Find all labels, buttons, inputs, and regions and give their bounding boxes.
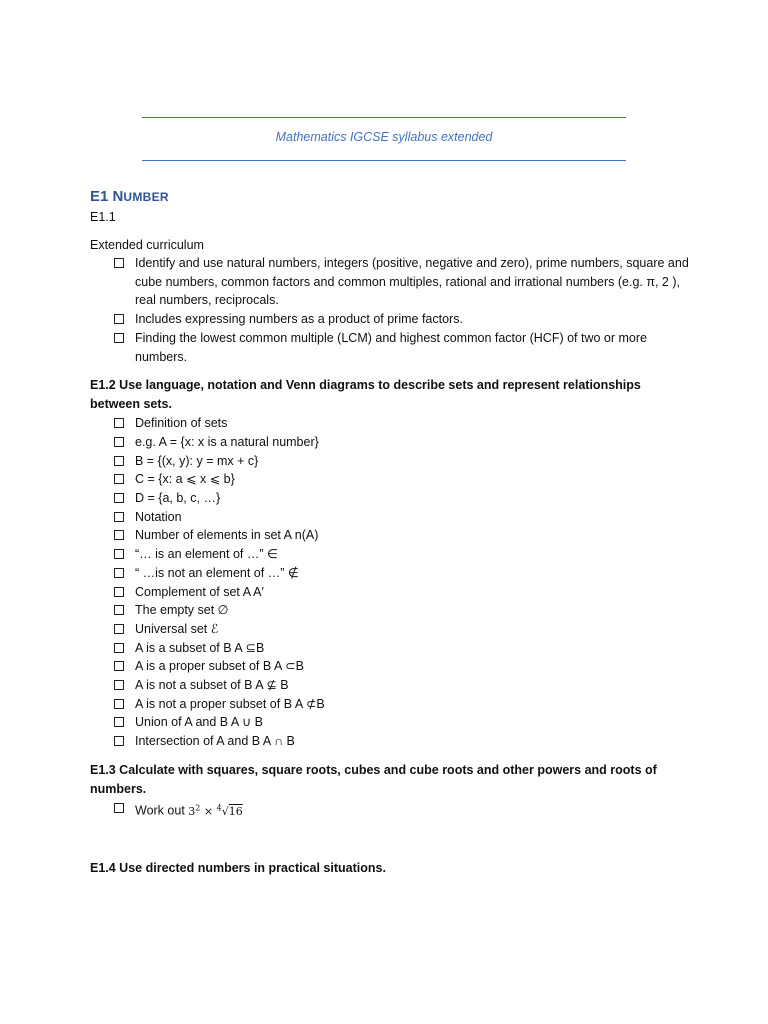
list-item [114,639,690,658]
list-item-text: A is not a proper subset of B A ⊄B [135,696,325,711]
list-item [114,433,690,452]
list-item-text: Number of elements in set A n(A) [135,528,319,543]
checkbox-icon[interactable] [114,605,124,615]
list-item [114,310,690,329]
section-heading-e1 [90,186,690,208]
checkbox-icon[interactable] [114,314,124,324]
list-item [114,414,690,433]
list-item-text: Notation [135,509,182,524]
checkbox-icon[interactable] [114,512,124,522]
list-item-text: A is a subset of B A ⊆B [135,640,265,655]
list-item-text: Universal set ℰ [135,621,219,636]
e12-checklist [90,414,690,751]
document-body [90,186,690,878]
list-item [114,470,690,489]
list-item-text: e.g. A = {x: x is a natural number} [135,434,319,449]
checkbox-icon[interactable] [114,530,124,540]
list-item-text: Complement of set A A′ [135,584,264,599]
header-top-rule [142,117,626,118]
subsection-code: E1.1 [90,210,116,224]
list-item-text: “ …is not an element of …” ∉ [135,565,299,580]
list-item-text: A is not a subset of B A ⊈ B [135,678,289,693]
list-item [114,583,690,602]
list-item-text: B = {(x, y): y = mx + c} [135,453,259,468]
checkbox-icon[interactable] [114,717,124,727]
checkbox-icon[interactable] [114,418,124,428]
list-item-text: C = {x: a ⩽ x ⩽ b} [135,472,235,487]
checkbox-icon[interactable] [114,474,124,484]
list-item-text: Definition of sets [135,416,228,431]
expr-times: × [200,804,217,818]
heading-e1-rest: UMBER [123,190,169,204]
list-item [114,620,690,639]
list-item [114,254,690,310]
checkbox-icon[interactable] [114,549,124,559]
checkbox-icon[interactable] [114,661,124,671]
checkbox-icon[interactable] [114,493,124,503]
list-item [114,713,690,732]
curriculum-label: Extended curriculum [90,238,204,252]
list-item [114,526,690,545]
checkbox-icon[interactable] [114,456,124,466]
list-item-text: Identify and use natural numbers, integers (positive, negative and zero), prime numbers, square and cube numbers, common factors and common multiples, rational and irrational numbers (e.g. π, 2 ), real numbers, reciprocals. [135,256,689,308]
section-heading-e14: E1.4 Use directed numbers in practical situations. [90,861,386,876]
page-header-title: Mathematics IGCSE syllabus extended [275,130,493,144]
list-item-text: Includes expressing numbers as a product of prime factors. [135,312,463,327]
e13-checklist [90,799,690,821]
expr-radicand: 16 [228,804,243,818]
list-item-text: A is a proper subset of B A ⊂B [135,659,304,674]
checkbox-icon[interactable] [114,624,124,634]
list-item-text: Intersection of A and B A ∩ B [135,734,295,749]
list-item [114,732,690,751]
list-item [114,695,690,714]
list-item-text: Finding the lowest common multiple (LCM) and highest common factor (HCF) of two or more numbers. [135,330,647,364]
section-heading-e13: E1.3 Calculate with squares, square roots, cubes and cube roots and other powers and roots of numbers. [90,762,657,796]
expr-root-sign: √ [221,804,229,818]
list-item-text: Union of A and B A ∪ B [135,715,263,730]
list-item [114,508,690,527]
list-item [114,452,690,471]
list-item-text: “… is an element of …” ∈ [135,547,278,562]
checkbox-icon[interactable] [114,333,124,343]
list-item [114,564,690,583]
list-item-text: The empty set ∅ [135,603,229,618]
list-item [114,657,690,676]
heading-e1-first: E1 N [90,188,124,205]
checkbox-icon[interactable] [114,680,124,690]
expr-root-index: 4 [216,802,222,812]
list-item [114,545,690,564]
checkbox-icon[interactable] [114,643,124,653]
checkbox-icon[interactable] [114,258,124,268]
list-item [114,799,690,821]
expr-base: 3 [188,804,196,818]
checkbox-icon[interactable] [114,803,124,813]
list-item [114,329,690,366]
header-bottom-rule [142,160,626,161]
checkbox-icon[interactable] [114,699,124,709]
checkbox-icon[interactable] [114,568,124,578]
math-expression [188,802,243,818]
list-item [114,676,690,695]
list-item-text: D = {a, b, c, …} [135,491,221,506]
checkbox-icon[interactable] [114,437,124,447]
list-item [114,601,690,620]
list-item [114,489,690,508]
e1-checklist [90,254,690,366]
expr-exponent: 2 [195,802,201,812]
checkbox-icon[interactable] [114,736,124,746]
section-heading-e12: E1.2 Use language, notation and Venn diagrams to describe sets and represent relationships between sets. [90,378,641,412]
checkbox-icon[interactable] [114,587,124,597]
list-item-text: Work out [135,803,185,818]
